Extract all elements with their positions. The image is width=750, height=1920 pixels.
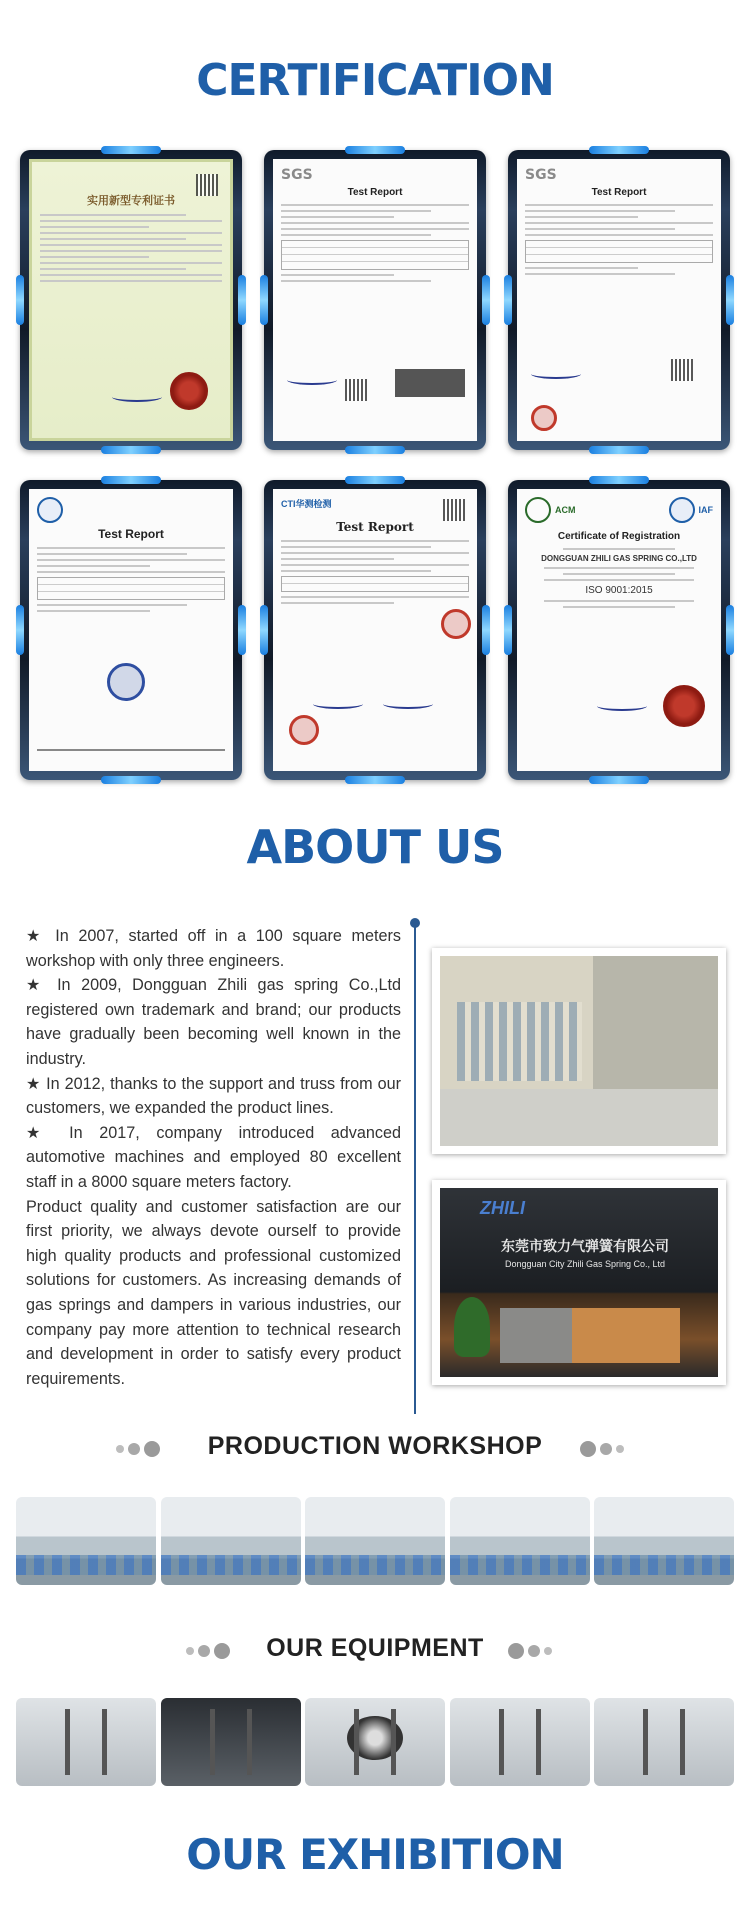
frame-glow: [238, 605, 246, 655]
certificate-paper: [517, 489, 721, 771]
workshop-photo[interactable]: [16, 1497, 156, 1585]
sgs-logo: SGS: [281, 167, 313, 183]
certificate-grid: [20, 150, 730, 780]
sgs-logo: SGS: [525, 167, 557, 183]
workshop-photo[interactable]: [161, 1497, 301, 1585]
product-photo: [395, 369, 465, 397]
iaf-label: IAF: [698, 505, 713, 515]
factory-building-photo: [432, 948, 726, 1154]
frame-glow: [238, 275, 246, 325]
decor-dots-right: [580, 1441, 624, 1457]
signature: [531, 369, 581, 379]
decor-dots-right: [508, 1643, 552, 1659]
red-seal-icon: [531, 405, 557, 431]
certificate-paper: [29, 159, 233, 441]
qr-code-icon: [671, 359, 693, 381]
frame-glow: [504, 275, 512, 325]
iaf-logo-icon: [669, 497, 695, 523]
history-2017: ★ In 2017, company introduced advanced automotive machines and employed 80 excellent staff in a 8000 square meters factory.: [26, 1123, 401, 1191]
frame-glow: [726, 275, 734, 325]
certificate-utility-patent[interactable]: [20, 150, 242, 450]
certificate-paper: [273, 159, 477, 441]
certificate-sgs-report-1[interactable]: [264, 150, 486, 450]
equipment-photo[interactable]: [16, 1698, 156, 1786]
about-us-title: ABOUT US: [246, 820, 504, 874]
zhili-logo: ZHILI: [480, 1198, 525, 1218]
workshop-photo[interactable]: [450, 1497, 590, 1585]
report-header: Test Report: [336, 520, 414, 534]
cti-logo: CTI华测检测: [281, 499, 332, 509]
factory-image: [440, 956, 718, 1146]
workshop-photo-strip: [16, 1497, 734, 1585]
certificate-iaf-registration[interactable]: [508, 480, 730, 780]
acm-logo-icon: [525, 497, 551, 523]
reception-photo: [432, 1180, 726, 1385]
production-workshop-heading: PRODUCTION WORKSHOP: [207, 1432, 543, 1460]
qr-code-icon: [196, 174, 218, 196]
qr-code-icon: [443, 499, 465, 521]
about-us-text: [26, 924, 401, 1391]
history-2012: ★ In 2012, thanks to the support and truss from our customers, we expanded the product lines.: [26, 1074, 401, 1118]
plant-decor: [454, 1297, 490, 1357]
certification-title: CERTIFICATION: [196, 55, 554, 106]
reception-desk: [500, 1308, 680, 1363]
certificate-paper: [29, 489, 233, 771]
frame-glow: [16, 275, 24, 325]
report-header: Test Report: [591, 187, 647, 198]
acm-label: ACM: [555, 505, 576, 515]
red-seal-icon: [289, 715, 319, 745]
red-seal-icon: [170, 372, 208, 410]
company-sign-cn: 东莞市致力气弹簧有限公司: [501, 1239, 669, 1255]
history-2009: ★ In 2009, Dongguan Zhili gas spring Co.,Ltd registered own trademark and brand; our products have gradually been becoming well known in the industry.: [26, 976, 401, 1068]
equipment-photo[interactable]: [305, 1698, 445, 1786]
certificate-sgs-report-2[interactable]: [508, 150, 730, 450]
workshop-photo[interactable]: [305, 1497, 445, 1585]
equipment-photo[interactable]: [161, 1698, 301, 1786]
equipment-photo-strip: [16, 1698, 734, 1786]
frame-glow: [504, 605, 512, 655]
red-seal-icon: [441, 609, 471, 639]
history-2007: ★ In 2007, started off in a 100 square meters workshop with only three engineers.: [26, 927, 401, 970]
certificate-header: 实用新型专利证书: [87, 194, 175, 207]
reception-image: [440, 1188, 718, 1377]
company-sign: [470, 1216, 700, 1269]
blue-seal-icon: [107, 663, 145, 701]
iso-standard: ISO 9001:2015: [585, 585, 653, 596]
certificate-cti-report[interactable]: [264, 480, 486, 780]
report-header: Test Report: [347, 187, 403, 198]
company-sign-en: Dongguan City Zhili Gas Spring Co., Ltd: [504, 1259, 666, 1269]
equipment-photo[interactable]: [450, 1698, 590, 1786]
frame-glow: [260, 605, 268, 655]
workshop-photo[interactable]: [594, 1497, 734, 1585]
qr-code-icon: [345, 379, 367, 401]
certificate-test-report-3[interactable]: [20, 480, 242, 780]
company-mission: Product quality and customer satisfaction are our first priority, we always devote ourself to provide high quality products and professional customized solutions for customers. As increasing demands of gas springs and dampers in various industries, our company pay more attention to technical research and development in order to satisfy every product requirements.: [26, 1197, 401, 1388]
timeline-line: [414, 924, 416, 1414]
equipment-photo[interactable]: [594, 1698, 734, 1786]
signature: [112, 392, 162, 402]
our-exhibition-title: OUR EXHIBITION: [186, 1830, 564, 1879]
frame-glow: [482, 275, 490, 325]
certificate-header: Certificate of Registration: [557, 531, 681, 542]
signature: [597, 701, 647, 711]
certificate-paper: [273, 489, 477, 771]
signature: [287, 375, 337, 385]
signature: [383, 699, 433, 709]
frame-glow: [16, 605, 24, 655]
frame-glow: [482, 605, 490, 655]
certificate-paper: [517, 159, 721, 441]
frame-glow: [726, 605, 734, 655]
lab-logo-icon: [37, 497, 63, 523]
report-header: Test Report: [98, 527, 164, 541]
frame-glow: [260, 275, 268, 325]
company-name: DONGGUAN ZHILI GAS SPRING CO.,LTD: [541, 554, 697, 563]
our-equipment-heading: OUR EQUIPMENT: [266, 1634, 484, 1662]
red-seal-icon: [663, 685, 705, 727]
signature: [313, 699, 363, 709]
